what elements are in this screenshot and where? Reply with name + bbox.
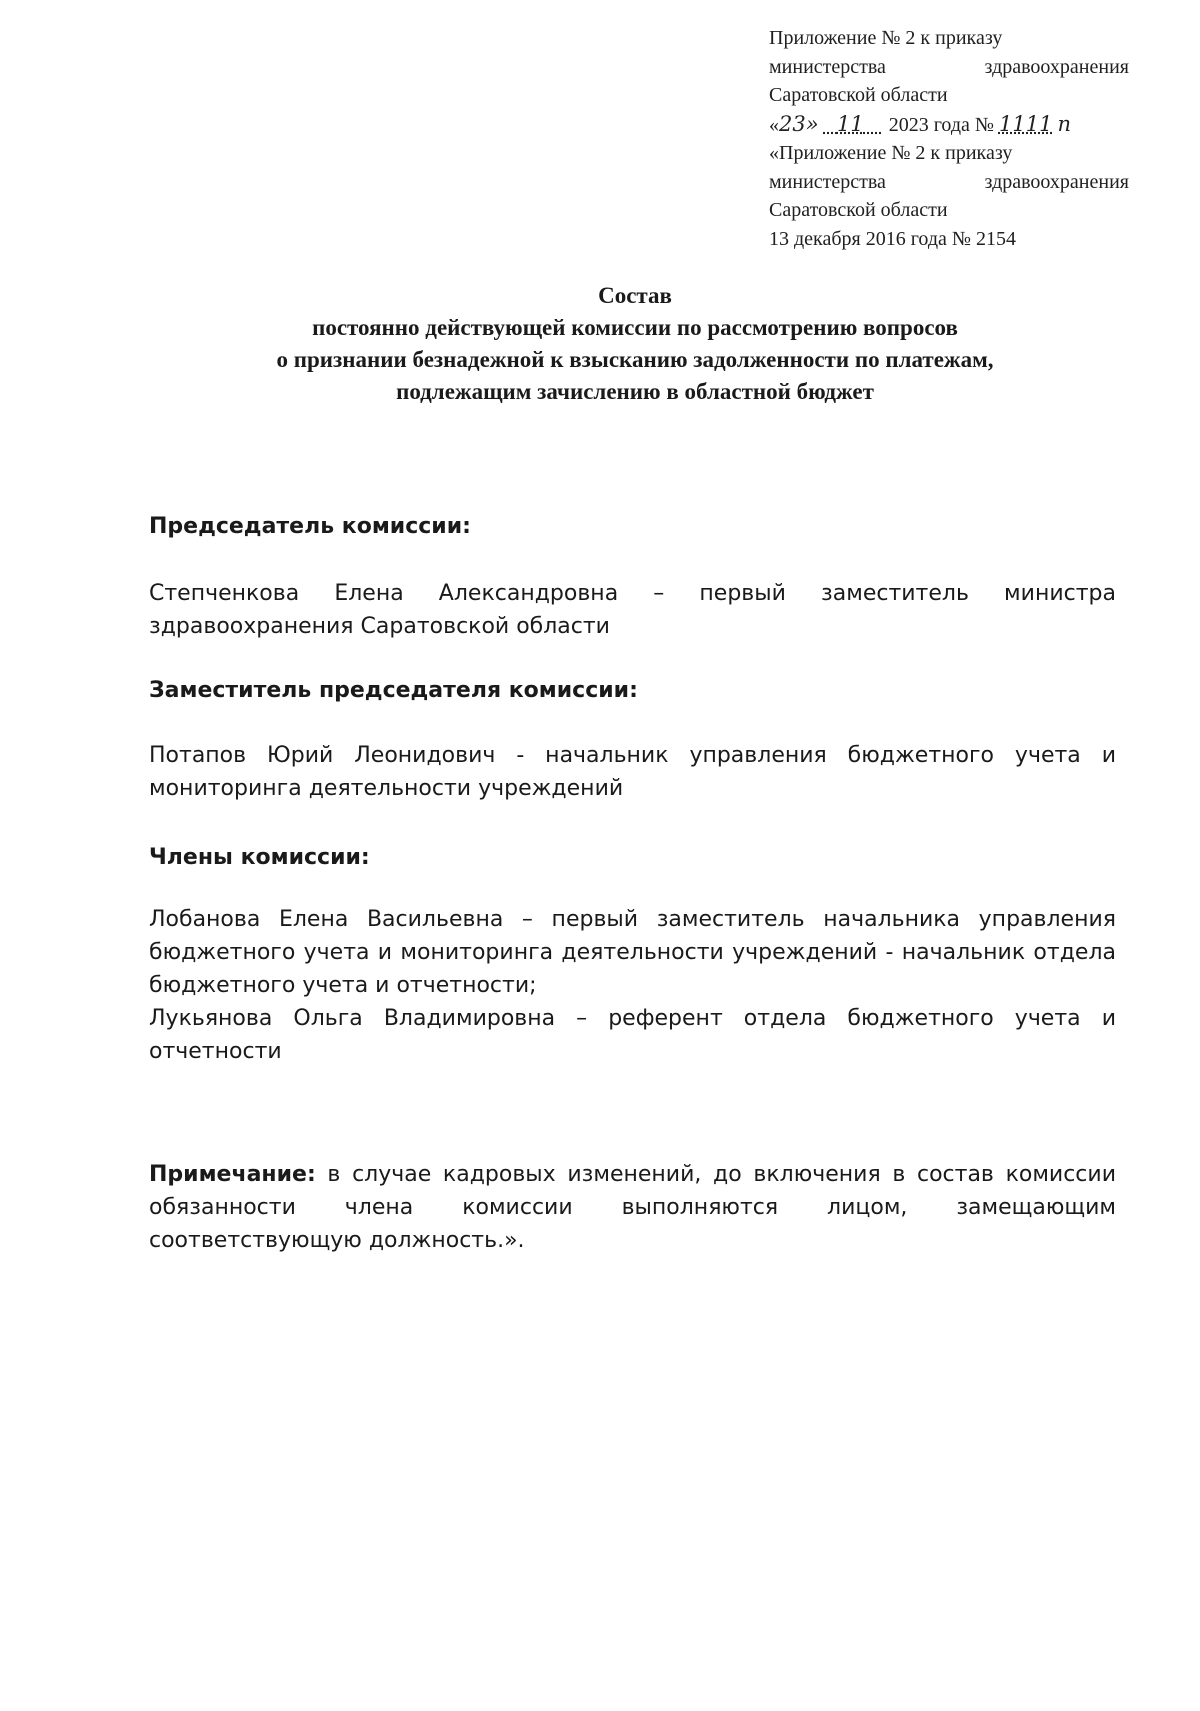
appendix-line bbox=[769, 53, 1129, 82]
note-paragraph bbox=[149, 1158, 1116, 1257]
appendix-line: Саратовской области bbox=[769, 199, 948, 221]
handwritten-month bbox=[824, 112, 884, 136]
members-list bbox=[149, 903, 1116, 1068]
date-year-label: 2023 года № bbox=[888, 113, 994, 136]
appendix-line: 13 декабря 2016 года № 2154 bbox=[769, 227, 1016, 250]
appendix-word: министерства bbox=[769, 55, 886, 78]
document-title bbox=[130, 280, 1140, 408]
appendix-line: Приложение № 2 к приказу bbox=[769, 27, 1003, 49]
note-text: в случае кадровых изменений, до включения в состав комиссии обязанности члена комиссии выполняются лицом, замещающим соответствующую должность.». bbox=[149, 1162, 1116, 1253]
handwritten-order-number: 1111 bbox=[998, 111, 1053, 136]
appendix-word: здравоохранения bbox=[984, 55, 1129, 78]
date-close-quote: » bbox=[805, 111, 819, 136]
appendix-line: Саратовской области bbox=[769, 84, 948, 106]
title-line: подлежащим зачислению в областной бюджет bbox=[396, 379, 874, 404]
member-item: Лукьянова Ольга Владимировна – референт отдела бюджетного учета и отчетности bbox=[149, 1006, 1116, 1064]
title-line: Состав bbox=[598, 283, 672, 308]
chair-heading: Председатель комиссии: bbox=[149, 514, 471, 539]
order-date-line bbox=[769, 110, 1129, 140]
title-line: постоянно действующей комиссии по рассмотрению вопросов bbox=[312, 315, 958, 340]
date-open-quote: « bbox=[769, 113, 779, 136]
appendix-word: здравоохранения bbox=[984, 170, 1129, 193]
appendix-header bbox=[769, 24, 1129, 253]
appendix-line: «Приложение № 2 к приказу bbox=[769, 142, 1013, 164]
handwritten-month-value: 11 bbox=[836, 111, 864, 136]
appendix-line bbox=[769, 168, 1129, 197]
deputy-text: Потапов Юрий Леонидович - начальник управления бюджетного учета и мониторинга деятельности учреждений bbox=[149, 743, 1116, 801]
note-label: Примечание: bbox=[149, 1162, 316, 1187]
members-heading: Члены комиссии: bbox=[149, 845, 370, 870]
deputy-heading: Заместитель председателя комиссии: bbox=[149, 678, 638, 703]
handwritten-day: 23 bbox=[779, 111, 806, 136]
title-line: о признании безнадежной к взысканию задолженности по платежам, bbox=[276, 347, 994, 372]
handwritten-order-suffix: п bbox=[1057, 111, 1071, 136]
chair-text: Степченкова Елена Александровна – первый заместитель министра здравоохранения Саратовской области bbox=[149, 581, 1116, 639]
appendix-word: министерства bbox=[769, 170, 886, 193]
member-item: Лобанова Елена Васильевна – первый заместитель начальника управления бюджетного учета и мониторинга деятельности учреждений - начальник отдела бюджетного учета и отчетности; bbox=[149, 907, 1116, 998]
